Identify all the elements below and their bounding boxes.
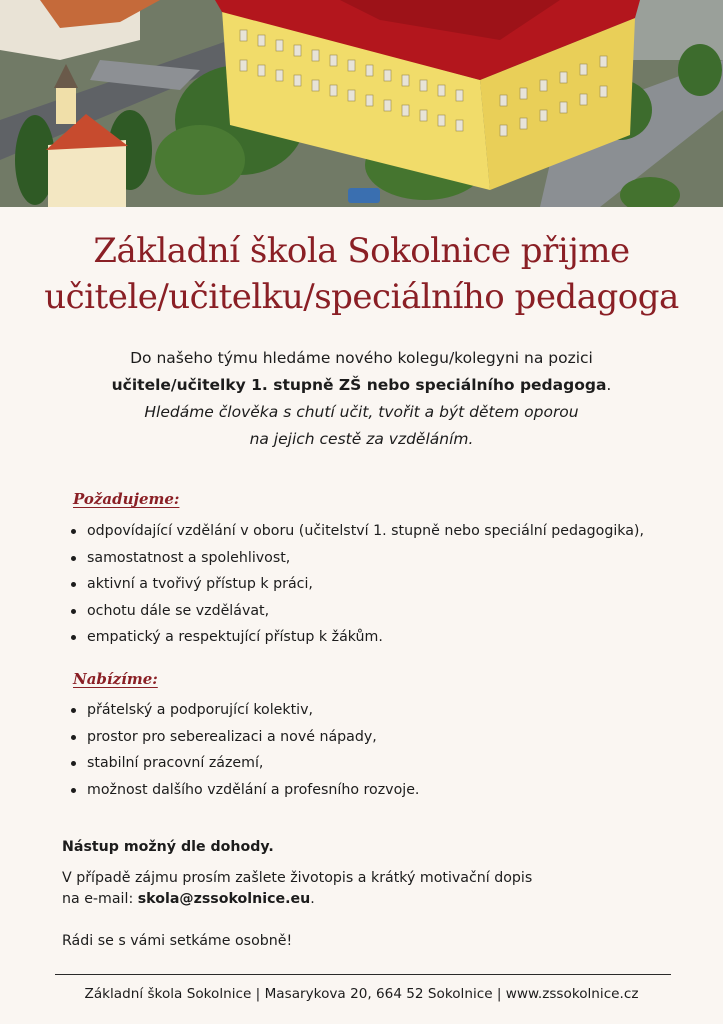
intro-line-2: [0, 372, 723, 399]
apply-line-2-prefix: na e-mail:: [62, 891, 138, 907]
offer-heading: Nabízíme:: [73, 670, 158, 688]
title-line-1: Základní škola Sokolnice přijme: [93, 231, 630, 271]
intro-paragraph: [0, 345, 723, 453]
apply-line-2-suffix: .: [310, 891, 315, 907]
intro-line-3: Hledáme člověka s chutí učit, tvořit a být dětem oporou: [144, 403, 579, 421]
list-item: ochotu dále se vzdělávat,: [68, 598, 644, 625]
intro-line-4: na jejich cestě za vzděláním.: [249, 430, 474, 448]
title-line-2: učitele/učitelku/speciálního pedagoga: [44, 277, 679, 317]
list-item: aktivní a tvořivý přístup k práci,: [68, 571, 644, 598]
closing-section: [62, 837, 532, 952]
list-item: odpovídající vzdělání v oboru (učitelství 1. stupně nebo speciální pedagogika),: [68, 518, 644, 545]
list-item: přátelský a podporující kolektiv,: [68, 697, 419, 724]
requirements-heading: Požadujeme:: [73, 490, 180, 508]
intro-line-1: Do našeho týmu hledáme nového kolegu/kolegyni na pozici: [130, 349, 593, 367]
apply-line-2: [62, 889, 532, 910]
list-item: prostor pro seberealizaci a nové nápady,: [68, 724, 419, 751]
start-date-note: Nástup možný dle dohody.: [62, 839, 274, 855]
list-item: možnost dalšího vzdělání a profesního rozvoje.: [68, 777, 419, 804]
list-item: stabilní pracovní zázemí,: [68, 750, 419, 777]
page-title: [0, 228, 723, 320]
requirements-list: [68, 518, 644, 651]
school-aerial-photo: [0, 0, 723, 207]
footer-address: Základní škola Sokolnice | Masarykova 20, 664 52 Sokolnice | www.zssokolnice.cz: [84, 986, 639, 1002]
apply-line-1: V případě zájmu prosím zašlete životopis a krátký motivační dopis: [62, 870, 533, 886]
footer-divider: [55, 974, 671, 975]
intro-line-2-end: .: [606, 376, 612, 394]
offer-list: [68, 697, 419, 803]
list-item: empatický a respektující přístup k žákům.: [68, 624, 644, 651]
farewell-text: Rádi se s vámi setkáme osobně!: [62, 933, 293, 949]
school-building-illustration: [0, 0, 723, 207]
position-title: učitele/učitelky 1. stupně ZŠ nebo speciálního pedagoga: [111, 376, 607, 394]
list-item: samostatnost a spolehlivost,: [68, 545, 644, 572]
contact-email-link[interactable]: skola@zssokolnice.eu: [137, 891, 311, 907]
